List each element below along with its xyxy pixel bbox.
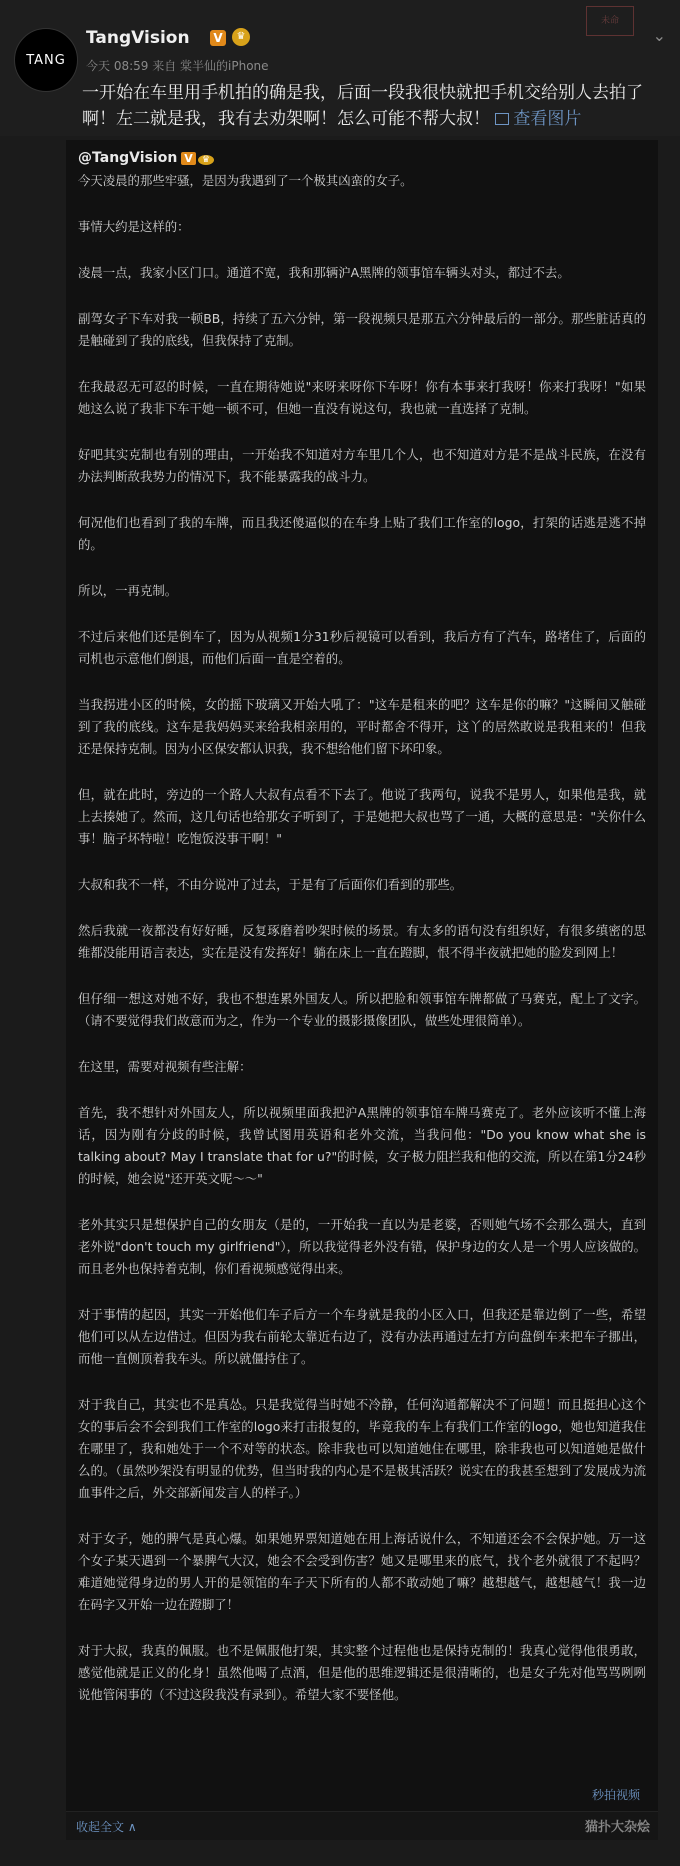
paragraph: 对于事情的起因，其实一开始他们车子后方一个车身就是我的小区入口，但我还是靠边倒了一些，希望他们可以从左边借过。但因为我右前轮太靠近右边了，没有办法再通过左打方向盘倒车来把车子挪出，而他一直侧顶着我车头。所以就僵持住了。 [78,1307,646,1366]
collapse-button[interactable]: 收起全文 ∧ [76,1820,137,1834]
paragraph-list [78,170,646,1706]
paragraph: 好吧其实克制也有别的理由，一开始我不知道对方车里几个人，也不知道对方是不是战斗民族，在没有办法判断敌我势力的情况下，我不能暴露我的战斗力。 [78,447,646,484]
paragraph: 但，就在此时，旁边的一个路人大叔有点看不下去了。他说了我两句，说我不是男人，如果他是我，就上去揍她了。然而，这几句话也给那女子听到了，于是她把大叔也骂了一通，大概的意思是："关你什么事！脑子坏特啦！吃饱饭没事干啊！" [78,787,646,846]
stamp-icon: 未命 [586,6,634,36]
paragraph: 但仔细一想这对她不好，我也不想连累外国友人。所以把脸和领事馆车牌都做了马赛克，配上了文字。（请不要觉得我们故意而为之，作为一个专业的摄影摄像团队，做些处理很简单）。 [78,991,646,1028]
view-picture-label: 查看图片 [513,109,582,129]
paragraph: 对于女子，她的脾气是真心爆。如果她界票知道她在用上海话说什么，不知道还会不会保护她。万一这个女子某天遇到一个暴脾气大汉，她会不会受到伤害？她又是哪里来的底气，找个老外就很了不起吗？难道她觉得身边的男人开的是领馆的车子天下所有的人都不敢动她了嘛？越想越气，越想越气！我一边在码字又开始一边在蹬脚了！ [78,1531,646,1612]
paragraph: 何况他们也看到了我的车牌，而且我还傻逼似的在车身上贴了我们工作室的logo，打架的话逃是逃不掉的。 [78,515,646,552]
quoted-username-label[interactable]: @TangVision [78,150,178,166]
paragraph: 所以，一再克制。 [78,583,178,598]
quoted-username[interactable] [78,150,646,166]
quoted-post [66,140,658,1840]
paragraph: 事情大约是这样的： [78,219,190,234]
paragraph: 副驾女子下车对我一顿BB，持续了五六分钟，第一段视频只是那五六分钟最后的一部分。那些脏话真的是触碰到了我的底线，但我保持了克制。 [78,311,646,348]
username[interactable]: TangVision [86,28,190,48]
paragraph: 在这里，需要对视频有些注解： [78,1059,252,1074]
post-header [0,0,680,136]
post-text [82,80,650,132]
paragraph: 大叔和我不一样，不由分说冲了过去，于是有了后面你们看到的那些。 [78,877,463,892]
paragraph: 在我最忍无可忍的时候，一直在期待她说"来呀来呀你下车呀！你有本事来打我呀！你来打我呀！"如果她这么说了我非下车干她一顿不可，但她一直没有说这句，我也就一直选择了克制。 [78,379,646,416]
paragraph: 今天凌晨的那些牢骚，是因为我遇到了一个极其凶蛮的女子。 [78,173,413,188]
paragraph: 老外其实只是想保护自己的女朋友（是的，一开始我一直以为是老婆，否则她气场不会那么强大，直到老外说"don't touch my girlfriend"），所以我觉得老外没有错，保护身边的女人是一个男人应该做的。而且老外也保持着克制，你们看视频感觉得出来。 [78,1217,646,1276]
paragraph: 凌晨一点，我家小区门口。通道不宽，我和那辆沪A黑牌的领事馆车辆头对头，都过不去。 [78,265,570,280]
paragraph: 不过后来他们还是倒车了，因为从视频1分31秒后视镜可以看到，我后方有了汽车，路堵住了，后面的司机也示意他们倒退，而他们后面一直是空着的。 [78,629,646,666]
post-meta: 今天 08:59 来自 棠半仙的iPhone [86,59,269,73]
crown-icon: ♛ [198,155,214,165]
crown-icon: ♛ [232,28,250,46]
card-footer [66,1788,658,1840]
paragraph: 然后我就一夜都没有好好睡，反复琢磨着吵架时候的场景。有太多的语句没有组织好，有很多缜密的思维都没能用语言表达，实在是没有发挥好！躺在床上一直在蹬脚，恨不得半夜就把她的脸发到网上！ [78,923,646,960]
avatar[interactable]: TANG [14,28,78,92]
chevron-down-icon[interactable]: ⌄ [652,26,666,45]
post-body: 一开始在车里用手机拍的确是我，后面一段我很快就把手机交给别人去拍了啊！左二就是我，我有去劝架啊！怎么可能不帮大叔！ [82,83,643,129]
video-link[interactable]: 秒拍视频 [588,1784,644,1805]
paragraph: 对于大叔，我真的佩服。也不是佩服他打架，其实整个过程他也是保持克制的！我真心觉得他很勇敢，感觉他就是正义的化身！虽然他喝了点酒，但是他的思维逻辑还是很清晰的，也是女子先对他骂骂咧咧说他管闲事的（不过这段我没有录到）。希望大家不要怪他。 [78,1643,646,1702]
paragraph: 当我拐进小区的时候，女的摇下玻璃又开始大吼了："这车是租来的吧？这车是你的嘛？"这瞬间又触碰到了我的底线。这车是我妈妈买来给我相亲用的，平时都舍不得开，这丫的居然敢说是我租来的！但我还是保持克制。因为小区保安都认识我，我不想给他们留下坏印象。 [78,697,646,756]
view-picture-link[interactable] [495,109,581,129]
paragraph: 对于我自己，其实也不是真怂。只是我觉得当时她不冷静，任何沟通都解决不了问题！而且挺担心这个女的事后会不会到我们工作室的logo来打击报复的，毕竟我的车上有我们工作室的logo，她也知道我住在哪里了，我和她处于一个不对等的状态。除非我也可以知道她住在哪里，除非我也可以知道她是做什么的。（虽然吵架没有明显的优势，但当时我的内心是不是极其活跃？说实在的我甚至想到了发展成为流血事件之后，外交部新闻发言人的样子。） [78,1397,646,1500]
verified-icon: V [210,30,226,46]
paragraph: 首先，我不想针对外国友人，所以视频里面我把沪A黑牌的领事馆车牌马赛克了。老外应该听不懂上海话，因为刚有分歧的时候，我曾试图用英语和老外交流，当我问他："Do you know what she is talking about? May I translate that for u?"的时候，女子极力阻拦我和他的交流，所以在第1分24秒的时候，她会说"还开英文呢～～" [78,1105,646,1186]
picture-icon [495,113,509,125]
verified-icon: V [181,152,196,165]
watermark: 猫扑大杂烩 [584,1820,650,1835]
